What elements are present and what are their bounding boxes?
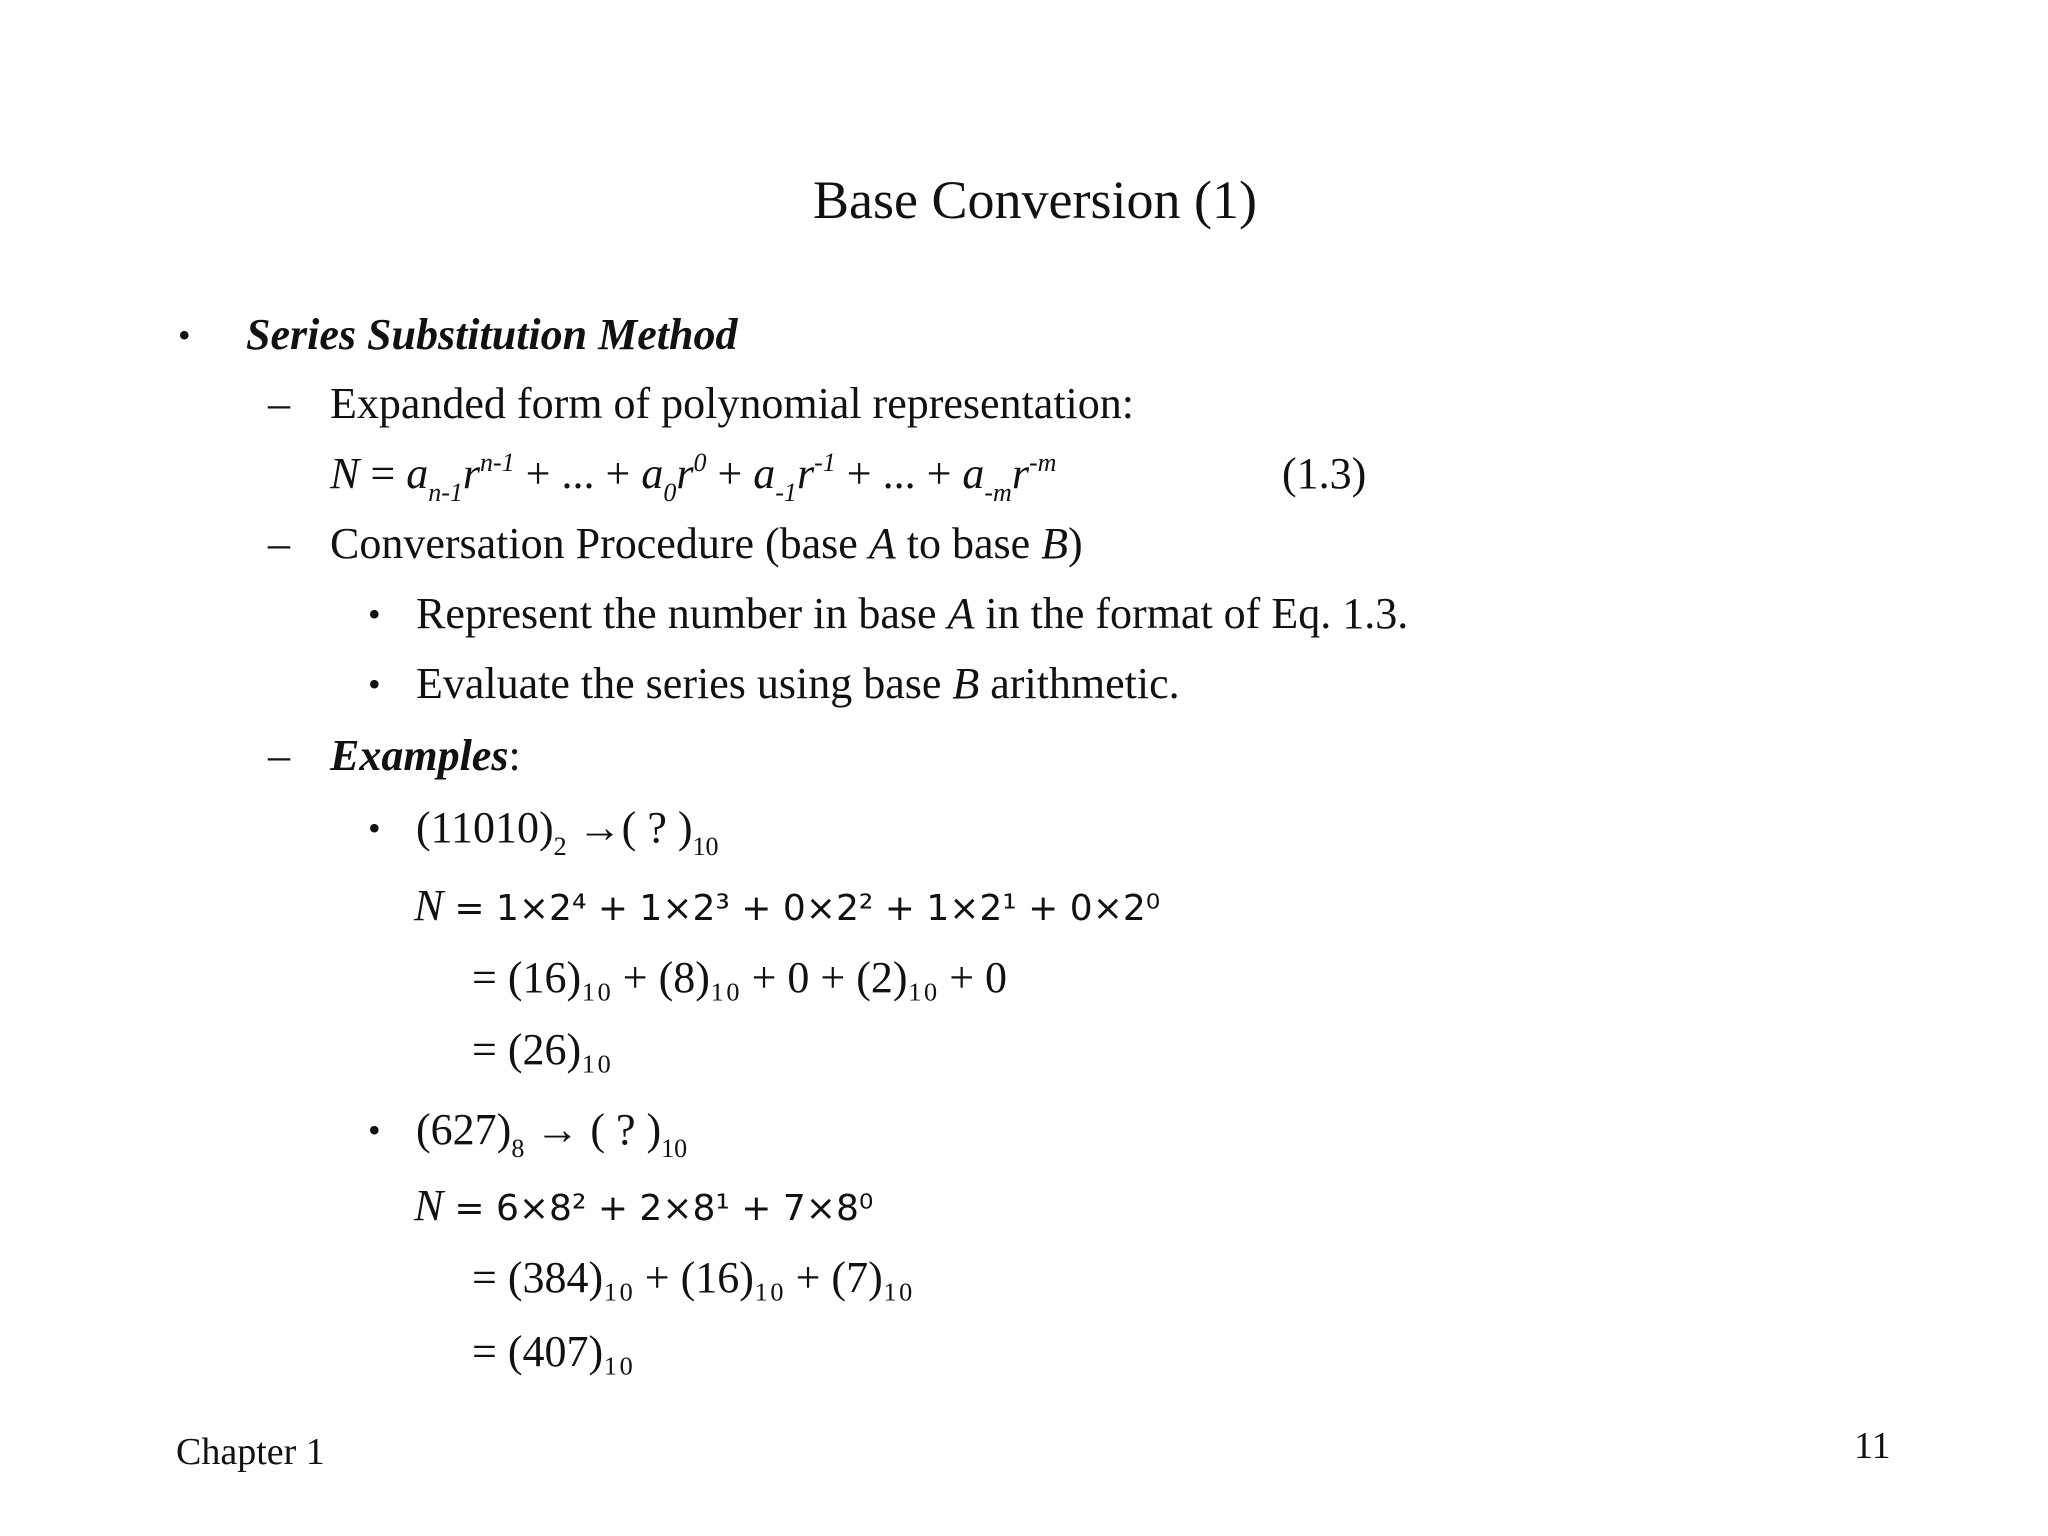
example-1-step-3: = (26)₁₀ <box>472 1025 612 1074</box>
example-2-problem: $(627)_8$ → ( ? )$_{10}$ <box>416 1105 688 1163</box>
examples-label: Examples: <box>330 731 521 780</box>
example-2-step-3: = (407)₁₀ <box>472 1327 634 1376</box>
bullet-icon: • <box>368 664 381 704</box>
dash-icon: – <box>268 379 290 428</box>
example-1-step-1: N = 1×2⁴ + 1×2³ + 0×2² + 1×2¹ + 0×2⁰ <box>414 881 1161 930</box>
example-1-problem: $(11010)_2$ →( ? )$_{10}$ <box>416 803 719 861</box>
equation-number: (1.3) <box>1282 449 1367 498</box>
example-2-step-2: = (384)₁₀ + (16)₁₀ + (7)₁₀ <box>472 1253 914 1302</box>
procedure-step-2: Evaluate the series using base B arithmetic. <box>416 659 1180 708</box>
bullet-icon: • <box>368 808 381 848</box>
dash-icon: – <box>268 731 290 780</box>
procedure-label: Conversation Procedure (base A to base B) <box>330 519 1083 568</box>
slide-title: Base Conversion (1) <box>813 170 1257 230</box>
procedure-step-1: Represent the number in base A in the format of Eq. 1.3. <box>416 589 1409 638</box>
section-heading: Series Substitution Method <box>246 310 738 359</box>
bullet-icon: • <box>178 315 191 355</box>
page-number: 11 <box>1854 1425 1891 1467</box>
bullet-icon: • <box>368 1110 381 1150</box>
footer-chapter: Chapter 1 <box>176 1431 325 1473</box>
expanded-form-label: Expanded form of polynomial representation: <box>330 379 1134 428</box>
dash-icon: – <box>268 519 290 568</box>
polynomial-equation: $N = a_{n-1}r^{n-1}$ + ... + $a_0r^0 + a_{-1}r^{-1}$ + ... + $a_{-m}r^{-m}$ <box>330 448 1057 507</box>
example-1-step-2: = (16)₁₀ + (8)₁₀ + 0 + (2)₁₀ + 0 <box>472 953 1008 1002</box>
example-2-step-1: N = 6×8² + 2×8¹ + 7×8⁰ <box>414 1181 874 1230</box>
bullet-icon: • <box>368 594 381 634</box>
